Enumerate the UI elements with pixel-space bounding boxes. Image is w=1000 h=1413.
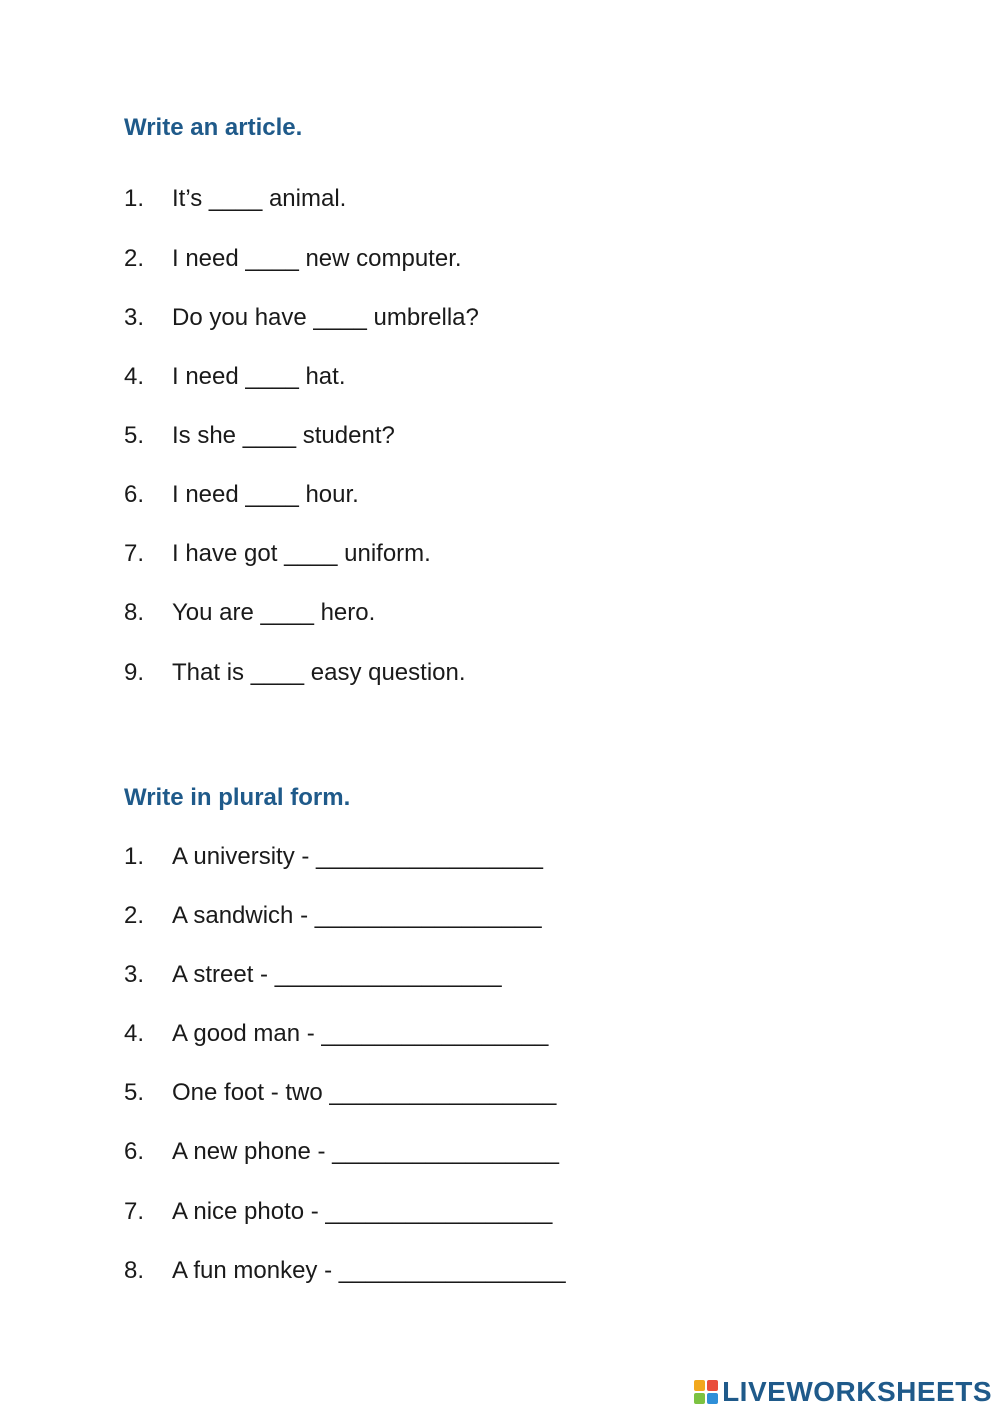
list-item <box>124 601 375 625</box>
item-text: A street - _________________ <box>172 961 502 988</box>
liveworksheets-brand[interactable] <box>694 1376 992 1407</box>
item-number: 3. <box>124 961 145 988</box>
list-item <box>124 1200 552 1224</box>
item-number: 1. <box>124 185 145 212</box>
item-number: 2. <box>124 245 145 272</box>
item-number: 8. <box>124 599 145 626</box>
list-item <box>124 661 466 685</box>
section2-title: Write in plural form. <box>124 784 351 811</box>
item-text: A university - _________________ <box>172 843 543 870</box>
item-text: Is she ____ student? <box>172 422 395 449</box>
list-item <box>124 1259 566 1283</box>
list-item <box>124 247 462 271</box>
list-item <box>124 306 479 330</box>
list-item <box>124 187 346 211</box>
item-text: Do you have ____ umbrella? <box>172 304 479 331</box>
item-number: 4. <box>124 363 145 390</box>
list-item <box>124 1140 559 1164</box>
item-text: One foot - two _________________ <box>172 1079 557 1106</box>
item-text: It’s ____ animal. <box>172 185 347 212</box>
item-number: 6. <box>124 481 145 508</box>
list-item <box>124 845 543 869</box>
item-text: I need ____ hat. <box>172 363 346 390</box>
item-text: That is ____ easy question. <box>172 659 466 686</box>
item-text: A new phone - _________________ <box>172 1138 560 1165</box>
list-item <box>124 365 345 389</box>
item-number: 5. <box>124 1079 145 1106</box>
item-text: I have got ____ uniform. <box>172 540 431 567</box>
item-number: 4. <box>124 1020 145 1047</box>
item-number: 8. <box>124 1257 145 1284</box>
list-item <box>124 1081 556 1105</box>
item-text: A sandwich - _________________ <box>172 902 542 929</box>
item-text: I need ____ new computer. <box>172 245 462 272</box>
item-text: A fun monkey - _________________ <box>172 1257 566 1284</box>
list-item <box>124 904 542 928</box>
list-item <box>124 424 395 448</box>
item-number: 2. <box>124 902 145 929</box>
item-number: 7. <box>124 1198 145 1225</box>
list-item <box>124 1022 548 1046</box>
item-number: 1. <box>124 843 145 870</box>
item-number: 9. <box>124 659 145 686</box>
item-text: A good man - _________________ <box>172 1020 549 1047</box>
item-number: 7. <box>124 540 145 567</box>
item-text: I need ____ hour. <box>172 481 359 508</box>
brand-name: LIVEWORKSHEETS <box>722 1376 992 1407</box>
item-number: 3. <box>124 304 145 331</box>
item-text: You are ____ hero. <box>172 599 376 626</box>
item-text: A nice photo - _________________ <box>172 1198 553 1225</box>
list-item <box>124 542 431 566</box>
item-number: 6. <box>124 1138 145 1165</box>
list-item <box>124 963 502 987</box>
liveworksheets-logo-icon <box>694 1380 718 1404</box>
section1-title: Write an article. <box>124 114 303 141</box>
list-item <box>124 483 359 507</box>
item-number: 5. <box>124 422 145 449</box>
